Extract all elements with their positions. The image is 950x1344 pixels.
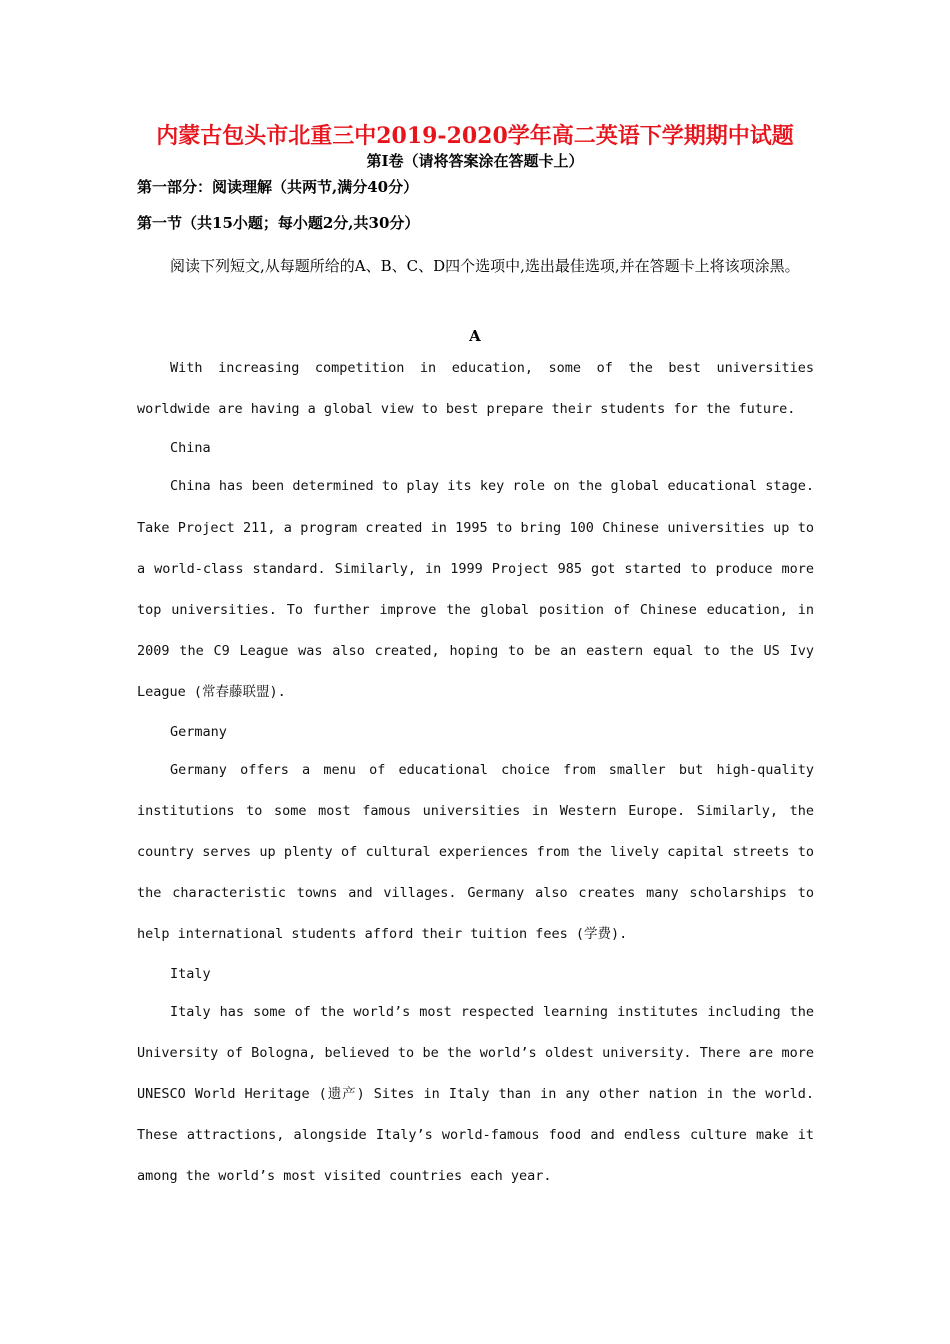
section-name-italy: Italy (170, 965, 211, 982)
passage-letter: A (469, 327, 481, 345)
document-title: 内蒙古包头市北重三中2019-2020学年高二英语下学期期中试题 (156, 123, 794, 149)
section-text-china: China has been determined to play its key role on the global educational stage. Take Project 211, a program created in 1995 to bring 100 Chinese universities up to a world-class standard. Similarly, in 1999 Project 985 got started to produce more top universities. To further improve the global position of Chinese education, in 2009 the C9 League was also created, hoping to be an eastern equal to the US Ivy League (常春藤联盟). (137, 478, 814, 701)
section-text-italy: Italy has some of the world’s most respected learning institutes including the University of Bologna, believed to be the world’s oldest university. There are more UNESCO World Heritage (遗产) Sites in Italy than in any other nation in the world. These attractions, alongside Italy’s world-famous food and endless culture make it among the world’s most visited countries each year. (137, 1003, 814, 1185)
section-name-germany: Germany (170, 723, 227, 740)
section-heading: 第一节（共15小题；每小题2分,共30分） (137, 214, 420, 232)
section-text-germany: Germany offers a menu of educational choice from smaller but high-quality institutions to some most famous universities in Western Europe. Similarly, the country serves up plenty of cultural experiences from the lively capital streets to the characteristic towns and villages. Germany also creates many scholarships to help international students afford their tuition fees (学费). (137, 761, 814, 943)
volume-subtitle: 第I卷（请将答案涂在答题卡上） (366, 152, 584, 170)
passage-intro: With increasing competition in education, some of the best universities worldwide are having a global view to best prepare their students for the future. (137, 360, 814, 418)
part-heading: 第一部分：阅读理解（共两节,满分40分） (137, 178, 419, 196)
passage-body (137, 348, 814, 1198)
section-name-china: China (170, 440, 211, 457)
instructions: 阅读下列短文,从每题所给的A、B、C、D四个选项中,选出最佳选项,并在答题卡上将该项涂黑。 (170, 257, 800, 275)
